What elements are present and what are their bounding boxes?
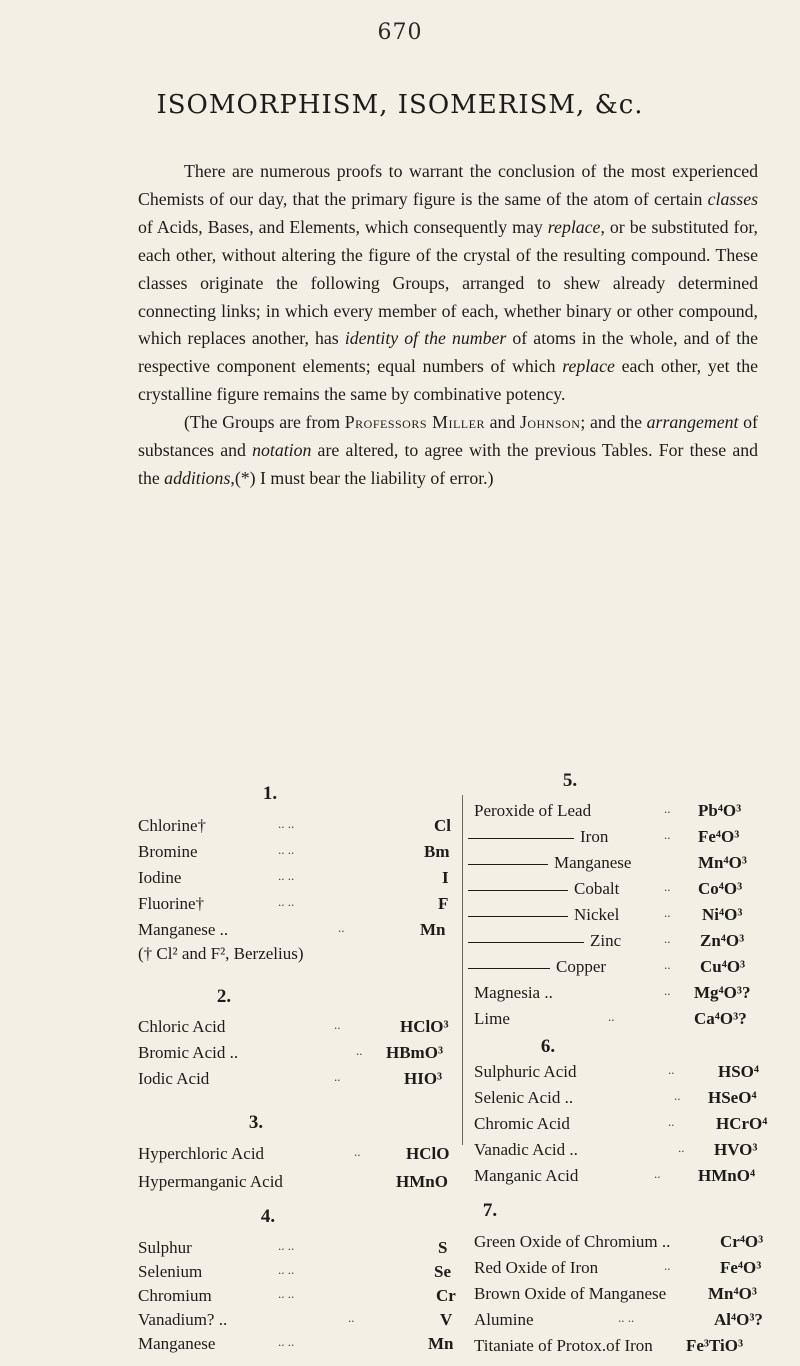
intro-paragraph-2: (The Groups are from Professors Miller and Johnson; and the arrangement of substances and notation are altered, to agree with the previous Tables. For these and the additions,(*) I must bear the liability of error.) [138,412,758,488]
group-5-row: Manganese Mn⁴O³ [468,853,768,877]
group-1-row: Chlorine† .. .. Cl [138,816,451,835]
group-5-number: 5. [562,770,578,791]
group-5-row: Nickel .. Ni⁴O³ [468,905,768,929]
group-6-row: Selenic Acid .. .. HSeO⁴ [474,1088,757,1107]
group-1-row: Fluorine† .. .. F [138,894,449,913]
running-head: ISOMORPHISM, ISOMERISM, &c. [156,90,644,120]
group-4-row: Chromium .. .. Cr [138,1286,456,1305]
group-2-row: Iodic Acid .. HIO³ [138,1069,443,1088]
group-4-row: Vanadium? .. .. V [138,1310,453,1329]
group-7-row: Green Oxide of Chromium .. Cr⁴O³ [474,1232,764,1251]
group-5-row: Iron .. Fe⁴O³ [468,827,768,851]
group-5-row: Copper .. Cu⁴O³ [468,957,768,981]
group-1-row: Manganese .. .. Mn [138,920,446,939]
group-6-row: Chromic Acid .. HCrO⁴ [474,1114,768,1133]
group-2-row: Chloric Acid .. HClO³ [138,1017,449,1036]
group-5-row: Peroxide of Lead .. Pb⁴O³ [474,801,742,820]
group-5-row: Zinc .. Zn⁴O³ [468,931,768,955]
intro-paragraph-1: There are numerous proofs to warrant the conclusion of the most experienced Chemists of our day, that the primary figure is the same of the atom of certain classes of Acids, Bases, and Elements, which consequently may replace, or be substituted for, each other, without altering the figure of the crystal of the resulting compound. These classes originate the following Groups, arranged to shew already determined connecting links; in which every member of each, whether binary or other compound, which replaces another, has identity of the number of atoms in the whole, and of the respective component elements; equal numbers of which replace each other, yet the crystalline figure remains the same by combinative potency. [138,161,758,405]
group-5-row: Magnesia .. .. Mg⁴O³? [474,983,751,1002]
group-4-row: Sulphur .. .. S [138,1238,448,1257]
group-4-row: Manganese .. .. Mn [138,1334,454,1353]
group-7-row: Alumine .. .. Al⁴O³? [474,1310,763,1329]
group-1-note: († Cl² and F², Berzelius) [138,944,304,963]
group-2-number: 2. [216,986,232,1007]
group-5-row: Lime .. Ca⁴O³? [474,1009,747,1028]
group-6-row: Vanadic Acid .. .. HVO³ [474,1140,758,1159]
group-7-row: Brown Oxide of Manganese Mn⁴O³ [474,1284,757,1303]
left-column [138,0,468,1366]
group-6-row: Manganic Acid .. HMnO⁴ [474,1166,756,1185]
page-number: 670 [377,20,423,45]
group-6-row: Sulphuric Acid .. HSO⁴ [474,1062,759,1081]
right-column [468,0,768,1366]
group-7-row: Titaniate of Protox.of Iron Fe³TiO³ [474,1336,744,1355]
group-1-number: 1. [262,783,278,804]
group-1-row: Bromine .. .. Bm [138,842,450,861]
group-1-row: Iodine .. .. I [138,868,449,887]
group-3-row: Hypermanganic Acid HMnO [138,1172,448,1191]
group-7-number: 7. [482,1200,498,1221]
group-2-row: Bromic Acid .. .. HBmO³ [138,1043,444,1062]
group-6-number: 6. [540,1036,556,1057]
group-4-row: Selenium .. .. Se [138,1262,451,1281]
group-3-number: 3. [248,1112,264,1133]
group-5-row: Cobalt .. Co⁴O³ [468,879,768,903]
group-7-row: Red Oxide of Iron .. Fe⁴O³ [474,1258,762,1277]
group-3-row: Hyperchloric Acid .. HClO [138,1144,450,1163]
group-4-number: 4. [260,1206,276,1227]
